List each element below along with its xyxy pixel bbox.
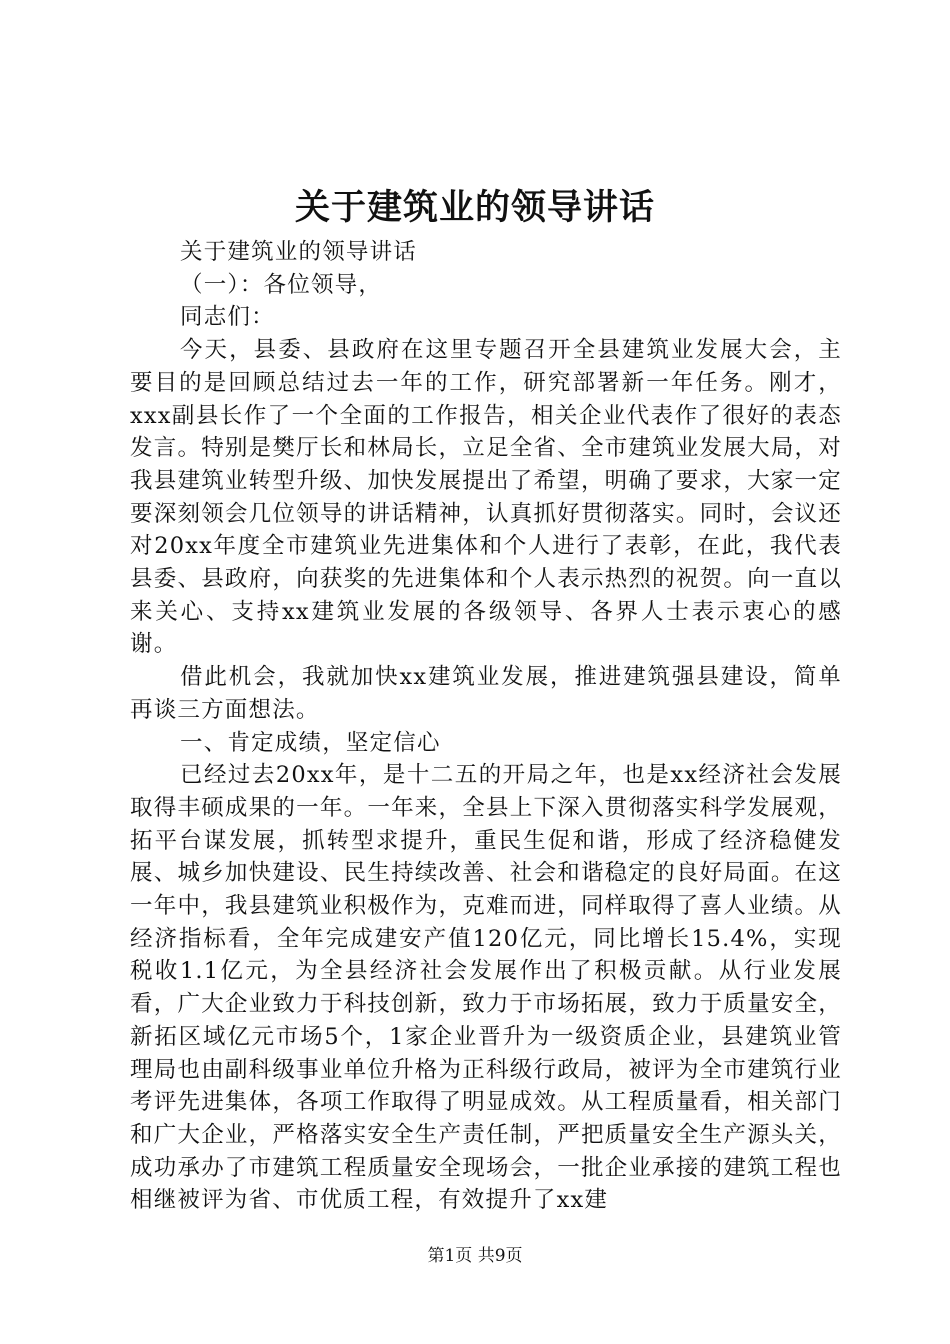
body-paragraph: 关于建筑业的领导讲话 — [180, 239, 418, 265]
document-body — [130, 236, 842, 1217]
body-paragraph: 已经过去20xx年，是十二五的开局之年，也是xx经济社会发展取得丰硕成果的一年。一年来，全县上下深入贯彻落实科学发展观，拓平台谋发展，抓转型求提升，重民生促和谐，形成了经济稳健发展、城乡加快建设、民生持续改善、社会和谐稳定的良好局面。在这一年中，我县建筑业积极作为，克难而进，同样取得了喜人业绩。从经济指标看，全年完成建安产值120亿元，同比增长15.4%，实现税收1.1亿元，为全县经济社会发展作出了积极贡献。从行业发展看，广大企业致力于科技创新，致力于市场拓展，致力于质量安全，新拓区域亿元市场5个，1家企业晋升为一级资质企业，县建筑业管理局也由副科级事业单位升格为正科级行政局，被评为全市建筑行业考评先进集体，各项工作取得了明显成效。从工程质量看，相关部门和广大企业，严格落实安全生产责任制，严把质量安全生产源头关，成功承办了市建筑工程质量安全现场会，一批企业承接的建筑工程也相继被评为省、市优质工程，有效提升了xx建 — [130, 762, 842, 1214]
document-title: 关于建筑业的领导讲话 — [294, 187, 655, 228]
section-heading: 一、肯定成绩，坚定信心 — [180, 729, 441, 756]
body-paragraph: 同志们： — [180, 304, 275, 331]
body-paragraph: 今天，县委、县政府在这里专题召开全县建筑业发展大会，主要目的是回顾总结过去一年的工作，研究部署新一年任务。刚才，xxx副县长作了一个全面的工作报告，相关企业代表作了很好的表态发言。特别是樊厅长和林局长，立足全省、全市建筑业发展大局，对我县建筑业转型升级、加快发展提出了希望，明确了要求，大家一定要深刻领会几位领导的讲话精神，认真抓好贯彻落实。同时，会议还对20xx年度全市建筑业先进集体和个人进行了表彰，在此，我代表县委、县政府，向获奖的先进集体和个人表示热烈的祝贺。向一直以来关心、支持xx建筑业发展的各级领导、各界人士表示衷心的感谢。 — [130, 337, 842, 658]
body-paragraph: 借此机会，我就加快xx建筑业发展，推进建筑强县建设，简单再谈三方面想法。 — [130, 664, 842, 723]
body-paragraph: （一）：各位领导， — [180, 271, 383, 298]
page-number-footer: 第1页 共9页 — [427, 1246, 523, 1266]
